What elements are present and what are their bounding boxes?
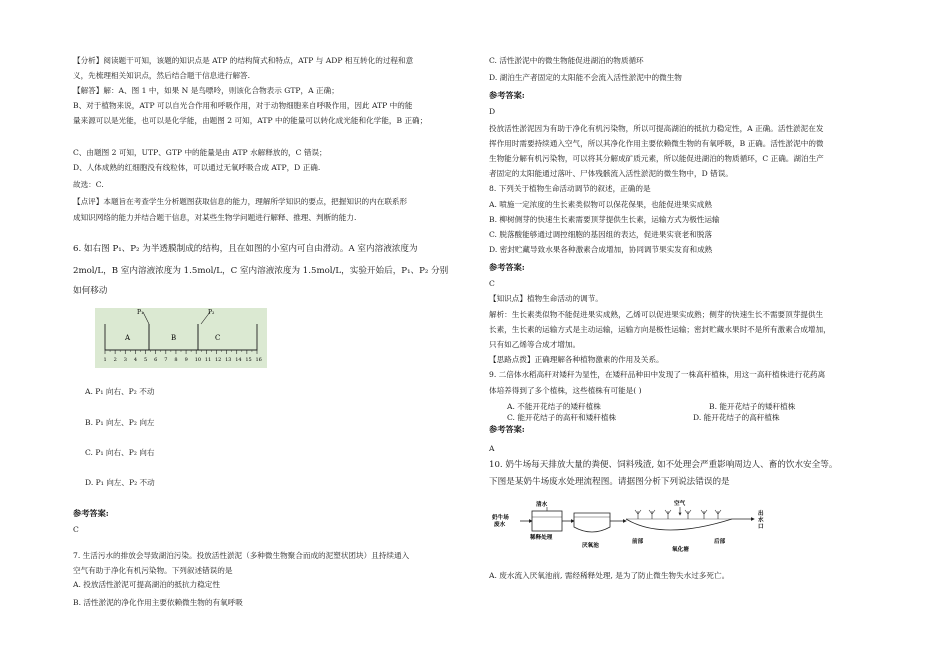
diag-source-line1: 奶牛场	[492, 515, 509, 521]
diag-outlet-label	[758, 509, 766, 530]
ruler-label: 10	[194, 357, 202, 363]
comment-line-2: 成知识网络的能力并结合题干信息，对某些生物学问题进行解释、推理、判断的能力.	[73, 213, 357, 222]
solution-line-1: 【解答】解：A、图 1 中，如果 N 是鸟嘌呤，则该化合物表示 GTP，A 正确；	[73, 86, 339, 95]
q8-answer: C	[489, 279, 495, 288]
q6-option-c: C. P₁ 向右、P₂ 向右	[85, 448, 155, 457]
analysis-line-2: 义，先梳理相关知识点，然后结合题干信息进行解答.	[73, 71, 251, 80]
diag-back-label: 后部	[714, 539, 726, 545]
ruler-label: 12	[214, 357, 222, 363]
ruler-label: 1	[103, 357, 107, 363]
diag-outlet-line1: 出	[758, 511, 764, 517]
diag-oxidation-basin	[626, 519, 732, 530]
diag-outlet-line3: 口	[758, 524, 764, 530]
plant-icon	[649, 510, 655, 519]
q7-option-a: A. 投放活性淤泥可提高湖泊的抵抗力稳定性	[73, 580, 220, 589]
q8-expl-2: 解析：生长素类似物不能促进果实成熟，乙烯可以促进果实成熟；侧芽的快速生长不需要顶芽提供生	[489, 310, 824, 319]
diag-air-label: 空气	[674, 501, 686, 507]
ruler-label: 5	[144, 357, 148, 363]
solution-line-3: 量来源可以是光能，也可以是化学能，由题图 2 可知，ATP 中的能量可以转化成光能和化学能，B 正确；	[73, 116, 428, 125]
diag-anaerobic-pond	[574, 513, 610, 532]
q7-answer: D	[489, 107, 496, 116]
ruler-label: 3	[123, 357, 127, 363]
diag-anaerobic-label: 厌氧池	[582, 543, 599, 549]
q10-wastewater-diagram	[492, 497, 782, 555]
q8-expl-3: 长素，生长素的运输方式是主动运输，运输方向是极性运输；密封贮藏水果时不是所有激素合成增加，	[489, 325, 831, 334]
diag-outlet-line2: 水	[758, 517, 764, 524]
q7-expl-3: 生物能分解有机污染物，可以将其分解成矿质元素，所以能促进湖泊的物质循环，C 正确。湖泊生产	[489, 154, 824, 163]
q10-stem-2: 下图是某奶牛场废水处理流程图。请据图分析下列说法错误的是	[489, 477, 730, 487]
q7-stem-2: 空气有助于净化有机污染物。下列叙述错误的是	[73, 566, 233, 575]
q10-option-a: A. 废水流入厌氧池前, 需经稀释处理, 是为了防止微生物失水过多死亡。	[489, 571, 730, 580]
q9-option-a: A. 不能开花结子的矮秆植株	[507, 402, 601, 411]
q7-expl-1: 投放活性淤泥因为有助于净化有机污染物，所以可提高湖泊的抵抗力稳定性，A 正确。活性淤泥在发	[489, 124, 824, 133]
chamber-c-label: C	[215, 334, 221, 342]
ruler-label: 4	[133, 357, 138, 363]
solution-line-5: D、人体成熟的红细胞没有线粒体，可以通过无氧呼吸合成 ATP，D 正确.	[73, 163, 321, 172]
comment-line-1: 【点评】本题旨在考查学生分析题图获取信息的能力，理解所学知识的要点，把握知识的内在联系形	[73, 197, 408, 206]
q6-option-a: A. P₁ 向右、P₂ 不动	[85, 387, 155, 396]
ruler-label: 16	[255, 357, 262, 363]
q6-membrane-figure	[95, 308, 267, 368]
q6-stem-2: 2mol/L，B 室内溶液浓度为 1.5mol/L，C 室内溶液浓度为 1.5mol/L，实验开始后，P₁、P₂ 分别	[73, 266, 449, 276]
q7-expl-2: 挥作用时需要持续通入空气，所以其净化作用主要依赖微生物的有氧呼吸，B 正确。活性淤泥中的微	[489, 139, 824, 148]
plant-icon	[701, 510, 707, 519]
q9-stem-1: 9. 二倍体水稻高秆对矮秆为显性，在矮秆品种田中发现了一株高秆植株，用这一高秆植株进行花药离	[489, 370, 826, 379]
q9-option-c: C. 能开花结子的高秆和矮秆植株	[507, 413, 617, 422]
ruler-label: 6	[154, 357, 158, 363]
p2-label: P₂	[208, 309, 215, 316]
q6-option-d: D. P₁ 向左、P₂ 不动	[85, 478, 155, 487]
diag-source-label	[492, 513, 511, 528]
p1-label: P₁	[137, 309, 144, 316]
q8-expl-1: 【知识点】植物生命活动的调节。	[489, 294, 603, 303]
ruler-label: 2	[113, 357, 117, 363]
plant-icon	[685, 510, 691, 519]
q6-stem-1: 6. 如右图 P₁、P₂ 为半透膜制成的结构，且在如图的小室内可自由滑动。A 室内溶液浓度为	[73, 244, 418, 254]
ruler-label: 7	[164, 357, 168, 363]
q7-stem-1: 7. 生活污水的排放会导致湖泊污染。投放活性淤泥（多种微生物聚合而成的泥塑状团块）且持续通入	[73, 551, 410, 560]
q8-expl-5: 【思路点拨】正确理解各种植物激素的作用及关系。	[489, 355, 664, 364]
ruler-label: 13	[225, 357, 232, 363]
ruler-label: 11	[204, 357, 212, 363]
q8-stem: 8. 下列关于植物生命活动调节的叙述，正确的是	[489, 184, 651, 193]
diag-front-label: 前部	[632, 539, 644, 545]
q6-figure-svg	[95, 308, 267, 368]
plant-icon	[665, 510, 671, 519]
q8-expl-4: 只有如乙烯等合成才增加。	[489, 340, 581, 349]
solution-line-4: C、由题图 2 可知，UTP、GTP 中的能量是由 ATP 水解释放的，C 错误；	[73, 148, 327, 157]
diag-plants	[635, 510, 721, 519]
q8-option-a: A. 喷施一定浓度的生长素类似物可以保花保果，也能促进果实成熟	[489, 200, 712, 209]
ruler-label: 15	[245, 357, 252, 363]
plant-icon	[715, 510, 721, 519]
q8-option-c: C. 脱落酸能够通过调控细胞的基因组的表达，促进果实衰老和脱落	[489, 230, 712, 239]
chamber-b-label: B	[171, 334, 177, 342]
plant-icon	[635, 510, 641, 519]
ruler-label: 9	[184, 357, 188, 363]
q9-answer: A	[489, 444, 495, 453]
q7-expl-4: 者固定的太阳能通过落叶、尸体残骸流入活性淤泥的微生物中，D 错误。	[489, 169, 733, 178]
q7-answer-label: 参考答案:	[489, 90, 525, 100]
diag-dilute-label: 稀释处理	[530, 535, 553, 541]
q9-answer-label: 参考答案:	[489, 424, 525, 434]
solution-line-6: 故选：C.	[73, 180, 104, 189]
q9-stem-2: 体培养得到了多个植株，这些植株有可能是( )	[489, 386, 642, 395]
diag-source-line2: 废水	[494, 522, 506, 528]
solution-line-2: B、对于植物来说，ATP 可以自光合作用和呼吸作用，对于动物细胞来自呼吸作用，因此 ATP 中的能	[73, 101, 413, 110]
q7-option-d: D. 湖泊生产者固定的太阳能不会流入活性淤泥中的微生物	[489, 73, 682, 82]
q8-option-d: D. 密封贮藏导致水果各种激素合成增加，协同调节果实发育和成熟	[489, 245, 713, 254]
q6-answer: C	[73, 525, 79, 534]
ruler-label: 14	[235, 357, 242, 363]
q7-option-b: B. 活性淤泥的净化作用主要依赖微生物的有氧呼吸	[73, 598, 243, 607]
q7-option-c: C. 活性淤泥中的微生物能促进湖泊的物质循环	[489, 56, 644, 65]
q9-option-d: D. 能开花结子的高秆植株	[693, 413, 780, 422]
analysis-line-1: 【分析】阅读题干可知，该题的知识点是 ATP 的结构简式和特点，ATP 与 ADP 相互转化的过程和意	[73, 56, 414, 65]
diag-water-label: 清水	[536, 502, 548, 508]
chamber-a-label: A	[125, 334, 131, 342]
q6-option-b: B. P₁ 向左、P₂ 向左	[85, 418, 155, 427]
diag-dilution-tank	[532, 511, 562, 531]
q10-diagram-svg	[492, 497, 782, 555]
q9-option-b: B. 能开花结子的矮秆植株	[709, 402, 796, 411]
q8-option-b: B. 柳树侧芽的快速生长素需要顶芽提供生长素，运输方式为极性运输	[489, 215, 720, 224]
q6-stem-3: 如何移动	[73, 286, 108, 296]
q6-answer-label: 参考答案:	[73, 508, 109, 518]
ruler-label: 8	[174, 357, 178, 363]
q10-stem-1: 10. 奶牛场每天排放大量的粪便、饲料残渣, 如不处理会严重影响周边人、畜的饮水安全等。	[489, 460, 838, 470]
q8-answer-label: 参考答案:	[489, 262, 525, 272]
diag-oxidation-label: 氧化塘	[672, 547, 689, 553]
